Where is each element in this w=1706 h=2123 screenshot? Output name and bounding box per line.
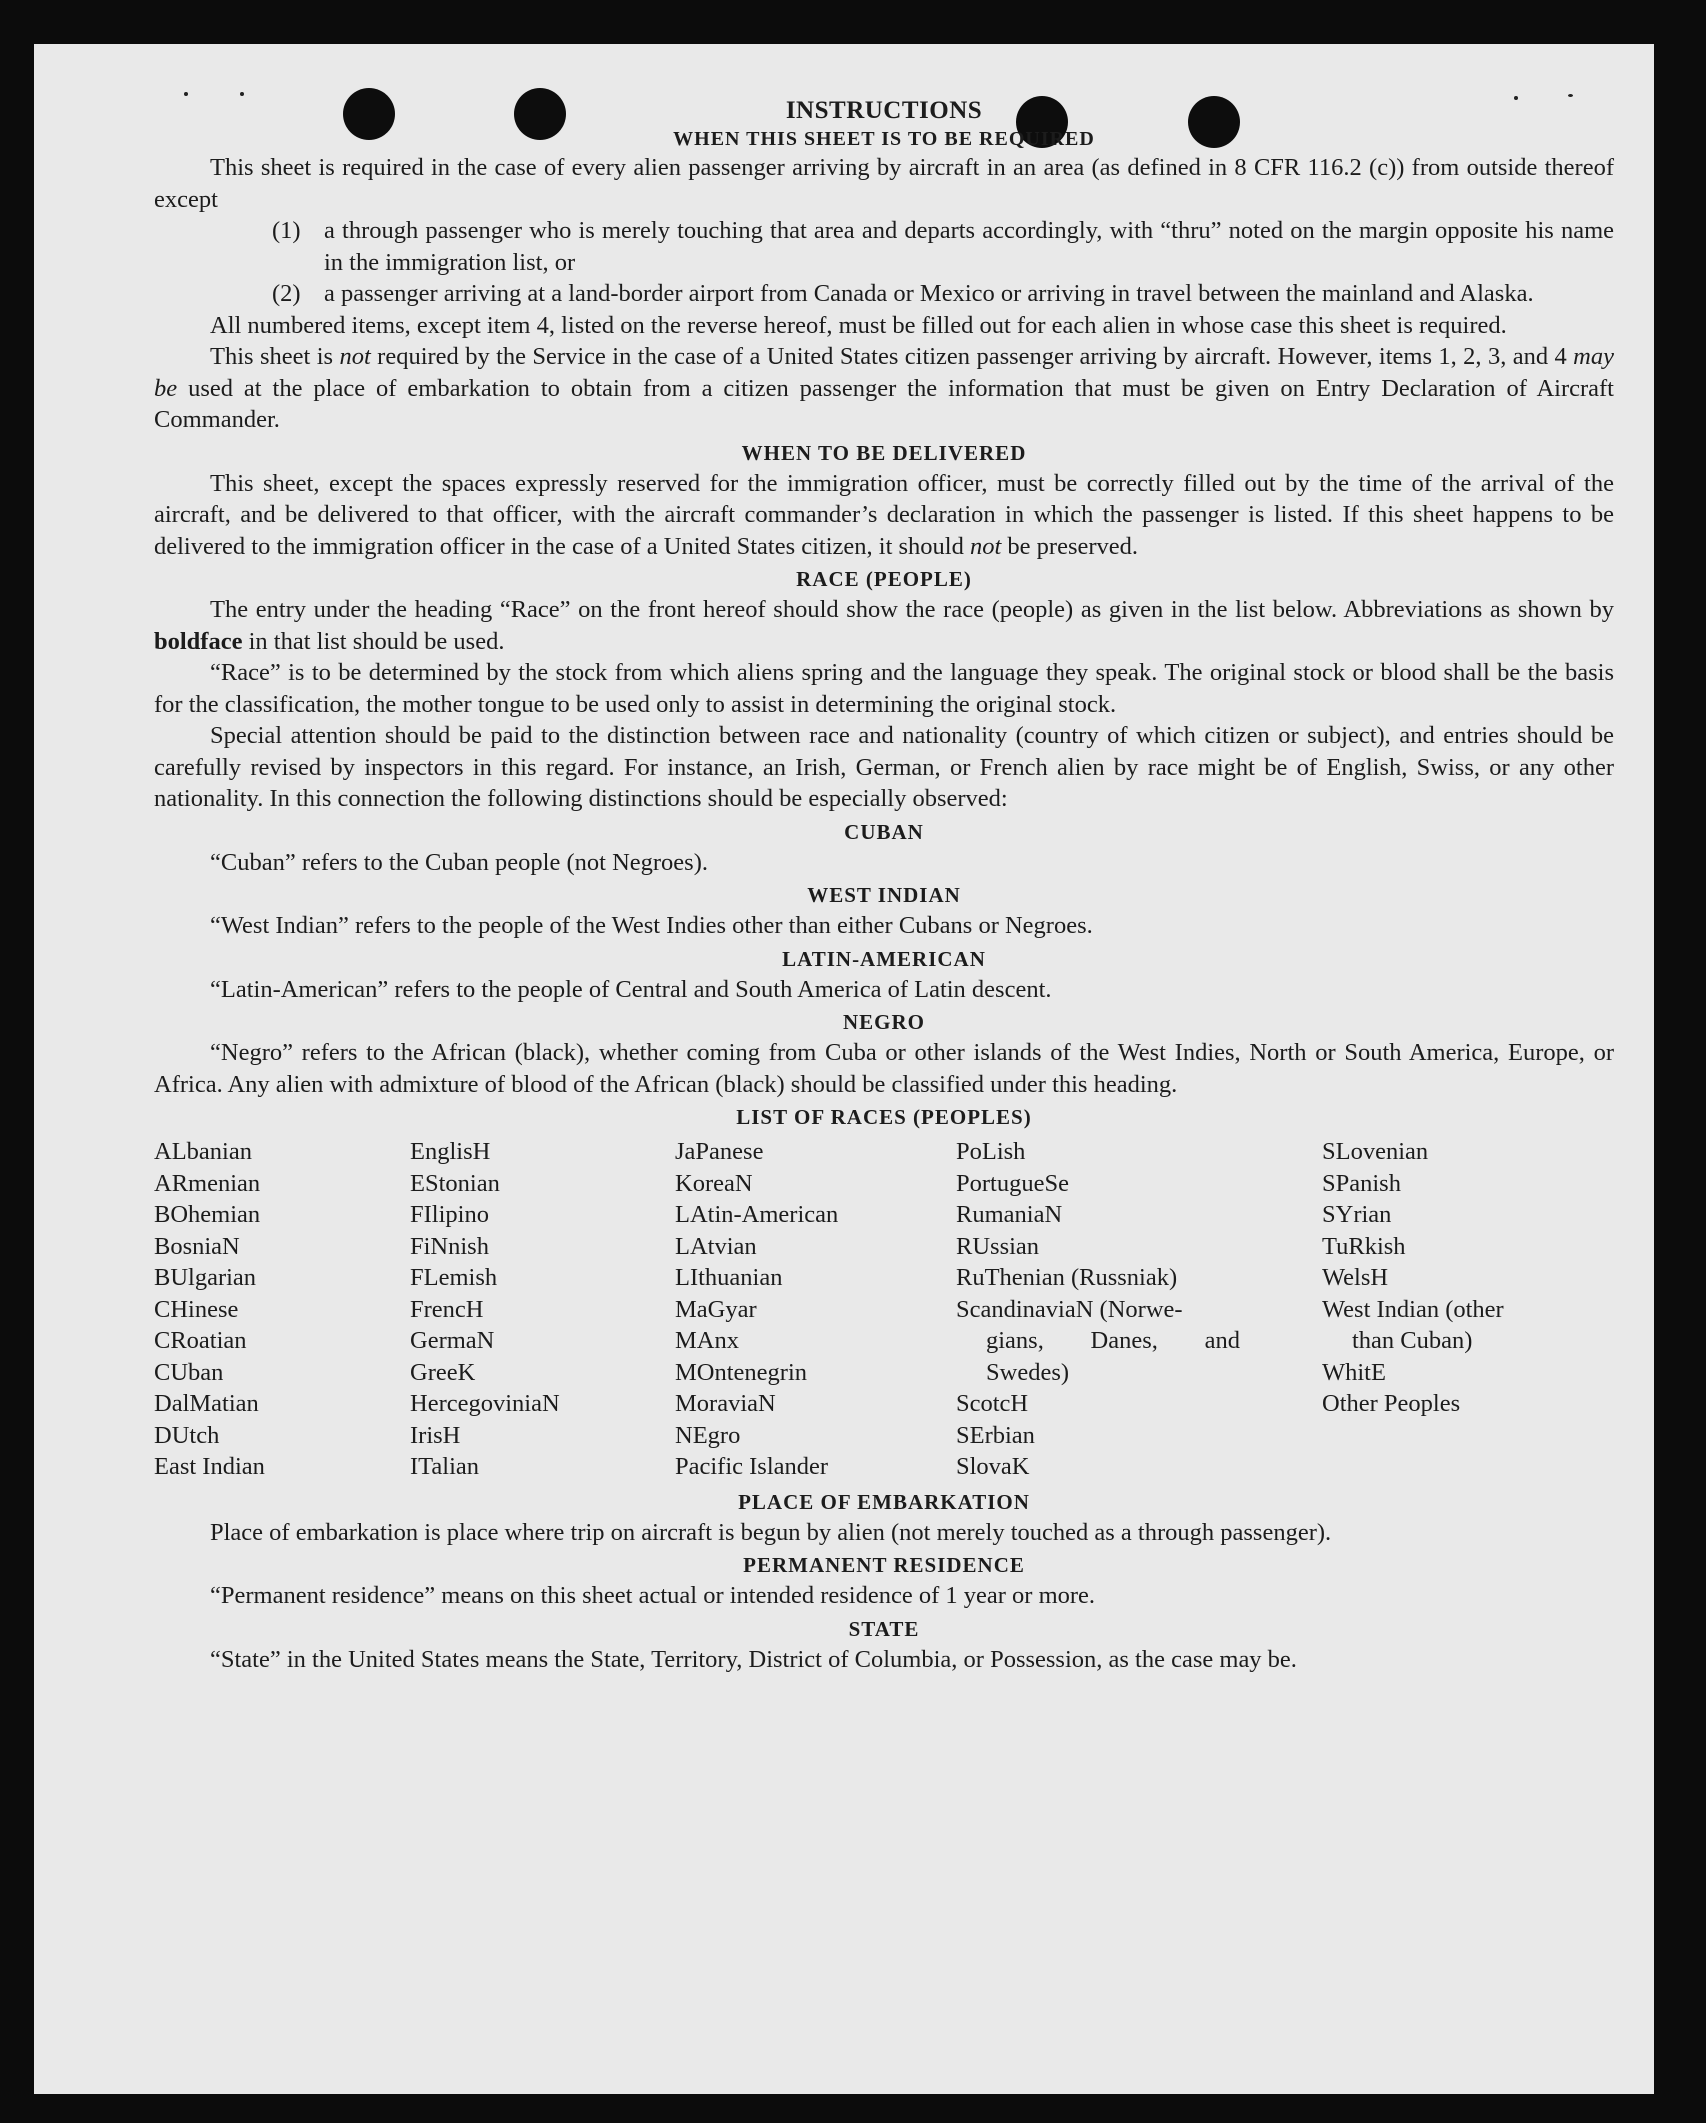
text-run: be preserved. — [1001, 532, 1139, 560]
race-entry: NEgro — [675, 1421, 741, 1449]
section-heading-west-indian: WEST INDIAN — [807, 883, 961, 907]
text-run: used at the place of embarkation to obtain from a citizen passenger the information that must be given on Entry Declaration of Aircraft Commander. — [154, 374, 1614, 433]
race-entry: CUban — [154, 1358, 224, 1386]
race-entry: PoLish — [956, 1138, 1026, 1165]
race-entry: SPanish — [1322, 1169, 1401, 1197]
race-entry: RUssian — [956, 1232, 1040, 1260]
race-entry: ScandinaviaN (Norwe- — [956, 1295, 1183, 1323]
race-entry: SYrian — [1322, 1201, 1392, 1228]
race-entry: ALbanian — [154, 1138, 252, 1165]
section-heading-race: RACE (PEOPLE) — [796, 567, 972, 591]
race-entry: SLovenian — [1322, 1138, 1429, 1165]
race-entry: GermaN — [410, 1327, 495, 1354]
section-heading-state: STATE — [848, 1616, 920, 1641]
race-entry: Other Peoples — [1322, 1390, 1461, 1417]
text-run: Danes, — [1090, 1327, 1158, 1354]
race-entry: RumaniaN — [956, 1201, 1063, 1228]
race-entry: FrencH — [410, 1295, 484, 1323]
text-run: required by the Service in the case of a United States citizen passenger arriving by aircraft. However, items 1, 2, 3, and 4 — [370, 343, 1574, 370]
paragraph: “Cuban” refers to the Cuban people (not Negroes). — [210, 848, 708, 876]
section-heading-cuban: CUBAN — [844, 819, 924, 844]
race-entry: EStonian — [410, 1169, 500, 1197]
race-entry: West Indian (other — [1322, 1295, 1504, 1323]
paragraph: “West Indian” refers to the people of the West Indies other than either Cubans or Negroes. — [210, 912, 1093, 939]
race-entry: ARmenian — [154, 1169, 261, 1197]
race-entry: GreeK — [410, 1358, 476, 1386]
race-entry: SErbian — [956, 1421, 1035, 1449]
race-entry: DUtch — [154, 1421, 220, 1449]
emphasis-text: not — [339, 343, 371, 370]
paragraph: Place of embarkation is place where trip on aircraft is begun by alien (not merely touched as a through passenger). — [210, 1518, 1332, 1546]
emphasis-text: not — [969, 532, 1002, 560]
race-entry-continued — [956, 1325, 1240, 1357]
paragraph: “Permanent residence” means on this sheet actual or intended residence of 1 year or more. — [210, 1582, 1096, 1609]
paragraph — [154, 594, 1614, 657]
race-entry: FIlipino — [410, 1201, 489, 1228]
race-entry-continued: Swedes) — [986, 1358, 1070, 1386]
race-entry: IrisH — [410, 1421, 461, 1449]
section-heading-when-required: WHEN THIS SHEET IS TO BE REQUIRED — [673, 128, 1095, 150]
race-entry: MaGyar — [675, 1295, 757, 1323]
races-column — [154, 1136, 410, 1483]
races-column — [956, 1136, 1322, 1483]
document-sheet — [34, 44, 1654, 2094]
race-entry: CHinese — [154, 1295, 239, 1323]
item-text: a through passenger who is merely touching that area and departs accordingly, with “thru” noted on the margin opposite his name in the immigration list, or — [324, 217, 1614, 276]
text-run: This sheet, except the spaces expressly reserved for the immigration officer, must be correctly filled out by the time of the arrival of the aircraft, and be delivered to that officer, with the aircraft commander’s declaration in which the passenger is listed. If this sheet happens to be delivered to the immigration officer in the case of a United States citizen, it should — [154, 469, 1614, 560]
section-heading-when-delivered: WHEN TO BE DELIVERED — [741, 440, 1027, 465]
paragraph: All numbered items, except item 4, listed on the reverse hereof, must be filled out for each alien in whose case this sheet is required. — [210, 311, 1507, 339]
list-item — [154, 278, 1614, 310]
races-column — [410, 1136, 675, 1483]
paragraph: “Latin-American” refers to the people of Central and South America of Latin descent. — [210, 975, 1052, 1003]
paragraph: “State” in the United States means the State, Territory, District of Columbia, or Possession, as the case may be. — [210, 1645, 1297, 1673]
race-entry: FiNnish — [410, 1232, 489, 1260]
paragraph — [154, 341, 1614, 436]
race-entry: DalMatian — [154, 1390, 259, 1417]
race-entry: BosniaN — [154, 1232, 240, 1260]
race-entry: MOntenegrin — [675, 1358, 807, 1386]
race-entry: East Indian — [154, 1453, 265, 1480]
race-entry: BOhemian — [154, 1201, 261, 1228]
instructions-content — [154, 94, 1614, 1675]
text-run: in that list should be used. — [242, 627, 505, 655]
races-column — [1322, 1136, 1602, 1483]
race-entry: FLemish — [410, 1264, 498, 1291]
section-heading-latin-american: LATIN-AMERICAN — [782, 946, 986, 971]
race-entry: HercegoviniaN — [410, 1390, 560, 1417]
race-entry: ITalian — [410, 1453, 480, 1480]
race-entry: KoreaN — [675, 1169, 753, 1197]
text-run: The entry under the heading “Race” on the front hereof should show the race (people) as given in the list below. Abbreviations as shown by — [210, 596, 1614, 623]
races-table — [154, 1136, 1614, 1483]
race-entry: SlovaK — [956, 1453, 1030, 1480]
race-entry: WhitE — [1322, 1358, 1386, 1386]
text-run: gians, — [986, 1327, 1044, 1354]
race-entry: TuRkish — [1322, 1232, 1406, 1260]
paragraph — [154, 468, 1614, 563]
item-number: (2) — [272, 280, 301, 307]
race-entry: PortugueSe — [956, 1169, 1069, 1197]
paragraph: This sheet is required in the case of every alien passenger arriving by aircraft in an area (as defined in 8 CFR 116.2 (c)) from outside thereof except — [154, 154, 1614, 213]
text-run: This sheet is — [210, 343, 340, 370]
paragraph: Special attention should be paid to the distinction between race and nationality (country of which citizen or subject), and entries should be carefully revised by inspectors in this regard. For instance, an Irish, German, or French alien by race might be of English, Swiss, or any other nationality. In this connection the following distinctions should be especially observed: — [154, 722, 1614, 812]
bold-text: boldface — [154, 627, 243, 655]
section-heading-residence: PERMANENT RESIDENCE — [743, 1553, 1025, 1577]
race-entry: RuThenian (Russniak) — [956, 1264, 1178, 1291]
race-entry: WelsH — [1322, 1264, 1389, 1291]
race-entry: LAtvian — [675, 1232, 757, 1260]
section-heading-list-of-races: LIST OF RACES (PEOPLES) — [736, 1105, 1032, 1129]
race-entry-continued: than Cuban) — [1352, 1327, 1473, 1354]
race-entry: JaPanese — [675, 1138, 764, 1165]
item-number: (1) — [272, 217, 301, 244]
race-entry: BUlgarian — [154, 1264, 257, 1291]
paragraph: “Negro” refers to the African (black), whether coming from Cuba or other islands of the West Indies, North or South America, Europe, or Africa. Any alien with admixture of blood of the African (black) should be classified under this heading. — [154, 1039, 1614, 1098]
race-entry: MAnx — [675, 1327, 739, 1354]
list-item — [154, 215, 1614, 278]
race-entry: LAtin-American — [675, 1201, 839, 1228]
race-entry: EnglisH — [410, 1138, 491, 1165]
race-entry: LIthuanian — [675, 1264, 783, 1291]
paragraph: “Race” is to be determined by the stock from which aliens spring and the language they speak. The original stock or blood shall be the basis for the classification, the mother tongue to be used only to assist in determining the original stock. — [154, 659, 1614, 718]
section-heading-negro: NEGRO — [842, 1010, 925, 1034]
race-entry: CRoatian — [154, 1327, 247, 1354]
races-column — [675, 1136, 956, 1483]
emphasis-text: may be — [154, 343, 1614, 402]
page-title: INSTRUCTIONS — [785, 97, 983, 124]
race-entry: ScotcH — [956, 1390, 1029, 1417]
race-entry: Pacific Islander — [675, 1453, 829, 1480]
section-heading-embarkation: PLACE OF EMBARKATION — [738, 1489, 1030, 1514]
item-text: a passenger arriving at a land-border airport from Canada or Mexico or arriving in travel between the mainland and Alaska. — [324, 280, 1534, 307]
text-run: and — [1204, 1327, 1240, 1354]
race-entry: MoraviaN — [675, 1390, 776, 1417]
